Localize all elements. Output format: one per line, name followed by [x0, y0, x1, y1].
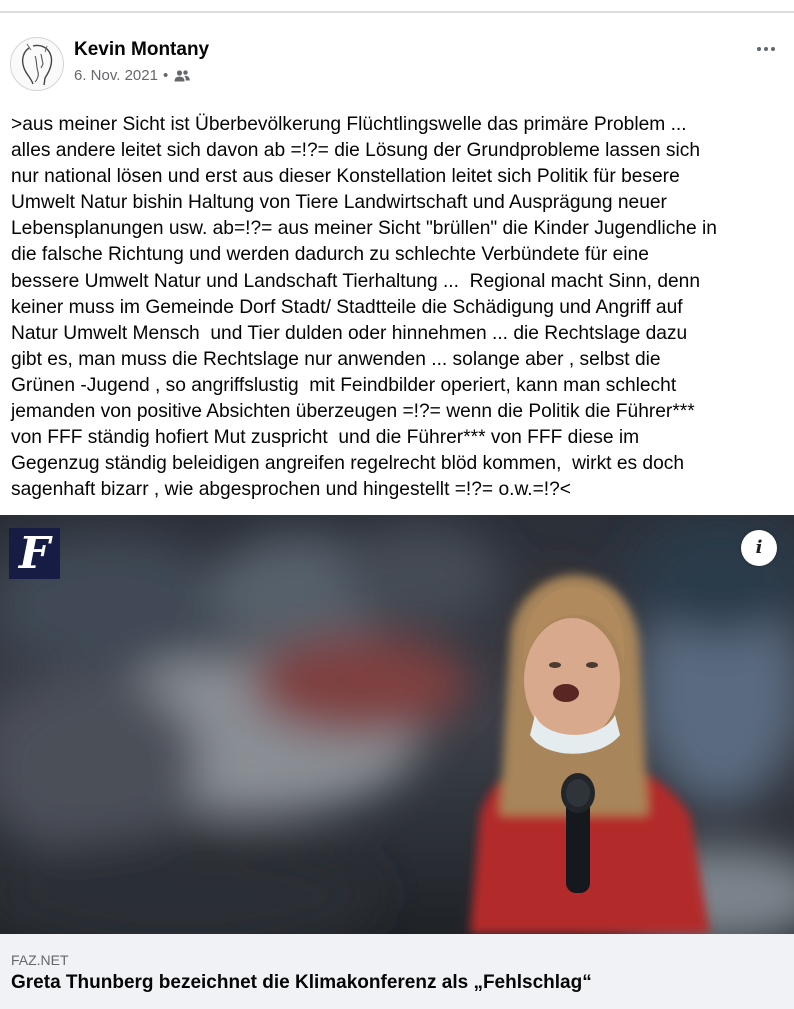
avatar-sketch-icon — [11, 38, 63, 90]
info-icon[interactable]: i — [741, 530, 777, 566]
meta-separator: • — [162, 67, 169, 84]
avatar[interactable] — [10, 37, 64, 91]
link-preview-image[interactable] — [0, 515, 794, 934]
post-date[interactable]: 6. Nov. 2021 — [74, 67, 158, 84]
post-text: >aus meiner Sicht ist Überbevölkerung Flüchtlingswelle das primäre Problem ... alles andere leitet sich davon ab =!?= die Lösung der Grundprobleme lassen sich nur national lösen und erst aus dieser Konstellation leitet sich Politik für besere Umwelt Natur bishin Haltung von Tiere Landwirtschaft und Ausprägung neuer Lebensplanungen usw. ab=!?= aus meiner Sicht "brüllen" die Kinder Jugendliche in die falsche Richtung und werden dadurch zu schlechte Verbündete für eine bessere Umwelt Natur und Landschaft Tierhaltung ... Regional macht Sinn, denn keiner muss im Gemeinde Dorf Stadt/ Stadtteile die Schädigung und Angriff auf Natur Umwelt Mensch und Tier dulden oder hinnehmen ... die Rechtslage dazu gibt es, man muss die Rechtslage nur anwenden ... solange aber , selbst die Grünen -Jugend , so angriffslustig mit Feindbilder operiert, kann man schlecht jemanden von positive Absichten überzeugen =!?= wenn die Politik die Führer*** von FFF ständig hofiert Mut zuspricht und die Führer*** von FFF diese im Gegenzug ständig beleidigen angreifen regelrecht blöd kommen, wirkt es doch sagenhaft bizarr , wie abgesprochen und hingestellt =!?= o.w.=!?< — [11, 114, 717, 501]
link-preview-footer[interactable] — [0, 934, 794, 1009]
link-title[interactable]: Greta Thunberg bezeichnet die Klimakonferenz als „Fehlschlag“ — [11, 972, 592, 993]
post-meta — [74, 67, 191, 84]
friends-icon[interactable] — [173, 69, 191, 83]
top-divider — [0, 11, 794, 13]
article-photo — [0, 515, 794, 934]
publisher-logo: F — [9, 528, 60, 579]
link-preview-card[interactable] — [0, 515, 794, 1009]
more-options-button[interactable] — [748, 37, 784, 61]
more-dots-icon — [757, 47, 761, 51]
post-header — [10, 37, 784, 93]
link-domain: FAZ.NET — [11, 952, 69, 968]
author-name[interactable]: Kevin Montany — [74, 39, 210, 60]
